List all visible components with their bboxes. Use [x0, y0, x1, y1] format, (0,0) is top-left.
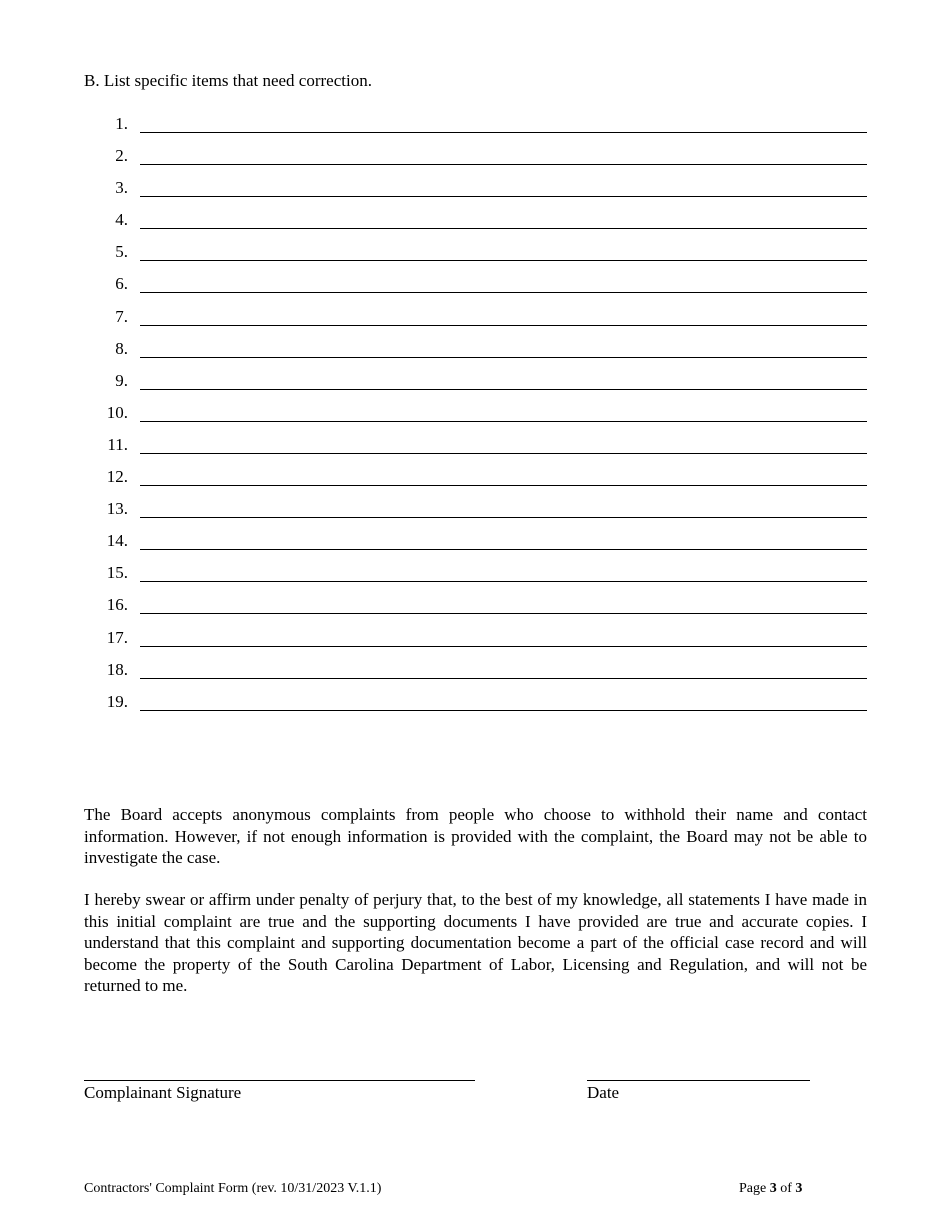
- correction-line-field[interactable]: [140, 421, 867, 422]
- line-number: 13.: [106, 499, 128, 519]
- correction-line-row: [84, 690, 867, 722]
- line-number: 16.: [106, 595, 128, 615]
- date-label: Date: [587, 1083, 620, 1102]
- line-number: 3.: [115, 178, 128, 198]
- correction-line-row: [84, 433, 867, 465]
- line-number: 15.: [106, 563, 128, 583]
- correction-line-row: [84, 305, 867, 337]
- correction-line-row: [84, 401, 867, 433]
- correction-line-row: [84, 176, 867, 208]
- correction-line-field[interactable]: [140, 228, 867, 229]
- line-number: 8.: [115, 338, 128, 358]
- line-number: 11.: [107, 434, 128, 454]
- page-current: 3: [769, 1181, 777, 1196]
- correction-line-field[interactable]: [140, 357, 867, 358]
- line-number: 7.: [115, 306, 128, 326]
- line-number: 17.: [106, 627, 128, 647]
- correction-line-field[interactable]: [140, 196, 867, 197]
- correction-line-field[interactable]: [140, 517, 867, 518]
- correction-line-row: [84, 337, 867, 369]
- signature-label: Complainant Signature: [84, 1083, 242, 1102]
- line-number: 4.: [115, 210, 128, 230]
- correction-line-row: [84, 240, 867, 272]
- correction-line-row: [84, 593, 867, 625]
- correction-line-field[interactable]: [140, 710, 867, 711]
- correction-line-row: [84, 144, 867, 176]
- correction-line-row: [84, 497, 867, 529]
- footer-page-number: [739, 1180, 802, 1197]
- correction-line-field[interactable]: [140, 292, 867, 293]
- signature-line[interactable]: [84, 1080, 475, 1081]
- correction-line-row: [84, 626, 867, 658]
- line-number: 12.: [106, 467, 128, 487]
- line-number: 2.: [115, 146, 128, 166]
- correction-line-row: [84, 208, 867, 240]
- line-number: 5.: [115, 242, 128, 262]
- footer-form-name: Contractors' Complaint Form (rev. 10/31/2023 V.1.1): [84, 1181, 382, 1196]
- page-prefix: Page: [739, 1181, 767, 1196]
- correction-line-field[interactable]: [140, 260, 867, 261]
- line-number: 10.: [106, 402, 128, 422]
- correction-line-field[interactable]: [140, 485, 867, 486]
- section-heading: B. List specific items that need correction.: [84, 71, 372, 90]
- line-number: 19.: [106, 691, 128, 711]
- correction-line-field[interactable]: [140, 581, 867, 582]
- correction-line-field[interactable]: [140, 646, 867, 647]
- anonymous-complaints-paragraph: The Board accepts anonymous complaints from people who choose to withhold their name and contact information. However, if not enough information is provided with the complaint, the Board may not be able to investigate the case.: [84, 805, 867, 867]
- correction-lines: [84, 112, 867, 722]
- correction-line-field[interactable]: [140, 389, 867, 390]
- correction-line-field[interactable]: [140, 613, 867, 614]
- line-number: 1.: [115, 114, 128, 133]
- correction-line-field[interactable]: [140, 549, 867, 550]
- date-line[interactable]: [587, 1080, 810, 1081]
- correction-line-row: [84, 112, 867, 144]
- page-total: 3: [795, 1181, 803, 1196]
- line-number: 6.: [115, 274, 128, 294]
- correction-line-field[interactable]: [140, 453, 867, 454]
- correction-line-row: [84, 369, 867, 401]
- correction-line-row: [84, 561, 867, 593]
- correction-line-field[interactable]: [140, 325, 867, 326]
- correction-line-row: [84, 658, 867, 690]
- correction-line-field[interactable]: [140, 132, 867, 133]
- page-of: of: [780, 1181, 792, 1196]
- affirmation-paragraph: I hereby swear or affirm under penalty of perjury that, to the best of my knowledge, all statements I have made in this initial complaint are true and the supporting documents I have provided are true and accurate copies. I understand that this complaint and supporting documentation become a part of the official case record and will become the property of the South Carolina Department of Labor, Licensing and Regulation, and will not be returned to me.: [84, 890, 867, 995]
- correction-line-field[interactable]: [140, 164, 867, 165]
- line-number: 9.: [115, 370, 128, 390]
- correction-line-row: [84, 272, 867, 304]
- line-number: 14.: [106, 531, 128, 551]
- correction-line-row: [84, 529, 867, 561]
- line-number: 18.: [106, 659, 128, 679]
- correction-line-field[interactable]: [140, 678, 867, 679]
- correction-line-row: [84, 465, 867, 497]
